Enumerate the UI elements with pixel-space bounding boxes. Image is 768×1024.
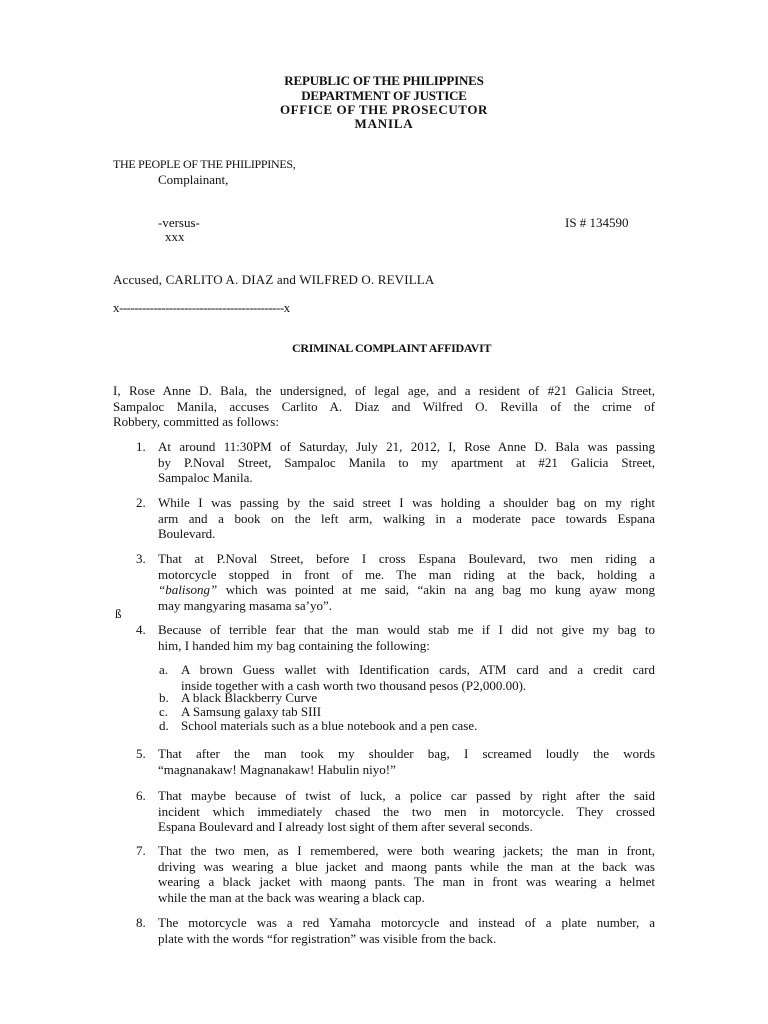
list-item <box>158 915 655 946</box>
sub-item-line: A black Blackberry Curve <box>181 690 318 705</box>
item-number: 4. <box>136 622 146 637</box>
complainant-label: Complainant, <box>158 172 229 187</box>
list-item <box>158 439 655 486</box>
sub-item-letter: d. <box>159 718 169 733</box>
sub-item-line: A brown Guess wallet with Identification cards, ATM card and a credit card <box>181 662 655 677</box>
sub-item-letter: b. <box>159 690 169 705</box>
plaintiff-name: THE PEOPLE OF THE PHILIPPINES, <box>113 157 296 171</box>
sub-item-letter: c. <box>159 704 169 719</box>
item-line: “magnanakaw! Magnanakaw! Habulin niyo!” <box>158 761 396 777</box>
item-line: While I was passing by the said street I was holding a shoulder bag on my right <box>158 495 655 510</box>
item-line: plate with the words “for registration” was visible from the back. <box>158 930 497 946</box>
intro-paragraph <box>113 383 655 430</box>
item-number: 8. <box>136 915 146 930</box>
item-number: 6. <box>136 788 146 803</box>
item-line: him, I handed him my bag containing the following: <box>158 637 430 653</box>
sub-item <box>181 718 655 734</box>
list-item <box>158 622 655 653</box>
list-item <box>158 746 655 777</box>
header-office: OFFICE OF THE PROSECUTOR <box>279 102 489 117</box>
item-line: Espana Boulevard and I already lost sight of them after several seconds. <box>158 819 533 834</box>
document-title: CRIMINAL COMPLAINT AFFIDAVIT <box>292 341 492 355</box>
intro-line: I, Rose Anne D. Bala, the undersigned, of legal age, and a resident of #21 Galicia Street, <box>113 383 655 398</box>
item-line: by P.Noval Street, Sampaloc Manila to my apartment at #21 Galicia Street, <box>158 454 655 470</box>
item-line: wearing a black jacket with maong pants. The man in front was wearing a helmet <box>158 874 655 889</box>
item-number: 3. <box>136 551 146 566</box>
versus-label: -versus- <box>158 215 200 230</box>
header-city: MANILA <box>354 116 414 131</box>
item-line: driving was wearing a blue jacket and maong pants while the man at the back was <box>158 858 655 874</box>
sub-item-letter: a. <box>159 662 169 677</box>
sub-item <box>181 662 655 693</box>
xxx-label: xxx <box>165 229 185 244</box>
header-republic: REPUBLIC OF THE PHILIPPINES <box>284 73 484 88</box>
item-line: Sampaloc Manila. <box>158 470 253 485</box>
caption-separator: x-------------------------------------------x <box>113 300 290 315</box>
sub-item-line: A Samsung galaxy tab SIII <box>181 704 322 719</box>
item-line: That at P.Noval Street, before I cross Espana Boulevard, two men riding a <box>158 551 655 566</box>
item-number: 2. <box>136 495 146 510</box>
item-line: may mangyaring masama sa’yo”. <box>158 597 332 613</box>
list-item <box>158 843 655 905</box>
intro-line: Robbery, committed as follows: <box>113 414 279 429</box>
accused-line: Accused, CARLITO A. DIAZ and WILFRED O. REVILLA <box>113 272 435 287</box>
item-line: The motorcycle was a red Yamaha motorcycle and instead of a plate number, a <box>158 915 655 930</box>
item-line: while the man at the back was wearing a black cap. <box>158 889 425 905</box>
item-number: 7. <box>136 843 146 858</box>
item-line: Boulevard. <box>158 526 216 541</box>
item-number: 5. <box>136 746 146 761</box>
item-line: At around 11:30PM of Saturday, July 21, 2012, I, Rose Anne D. Bala was passing <box>158 439 655 454</box>
item-line: That the two men, as I remembered, were both wearing jackets; the man in front, <box>158 843 655 858</box>
sub-item-line: inside together with a cash worth two thousand pesos (P2,000.00). <box>181 677 527 693</box>
list-item <box>158 788 655 835</box>
item-line: incident which immediately chased the two men in motorcycle. They crossed <box>158 803 655 819</box>
list-item <box>158 551 655 613</box>
intro-line: Sampaloc Manila, accuses Carlito A. Diaz and Wilfred O. Revilla of the crime of <box>113 398 655 414</box>
item-line: That after the man took my shoulder bag, I screamed loudly the words <box>158 746 655 761</box>
item-line: motorcycle stopped in front of me. The man riding at the back, holding a <box>158 566 655 582</box>
item-line: “balisong” which was pointed at me said, “akin na ang bag mo kung ayaw mong <box>158 582 655 597</box>
item-number: 1. <box>136 439 146 454</box>
list-item <box>158 495 655 542</box>
case-number: IS # 134590 <box>565 215 629 230</box>
item-line: arm and a book on the left arm, walking in a moderate pace towards Espana <box>158 510 655 526</box>
item-line: Because of terrible fear that the man would stab me if I did not give my bag to <box>158 622 655 637</box>
item-line: That maybe because of twist of luck, a police car passed by right after the said <box>158 788 655 803</box>
sub-item-line: School materials such as a blue notebook and a pen case. <box>181 718 478 733</box>
stray-mark: ß <box>115 606 122 621</box>
header-department: DEPARTMENT OF JUSTICE <box>301 88 467 103</box>
